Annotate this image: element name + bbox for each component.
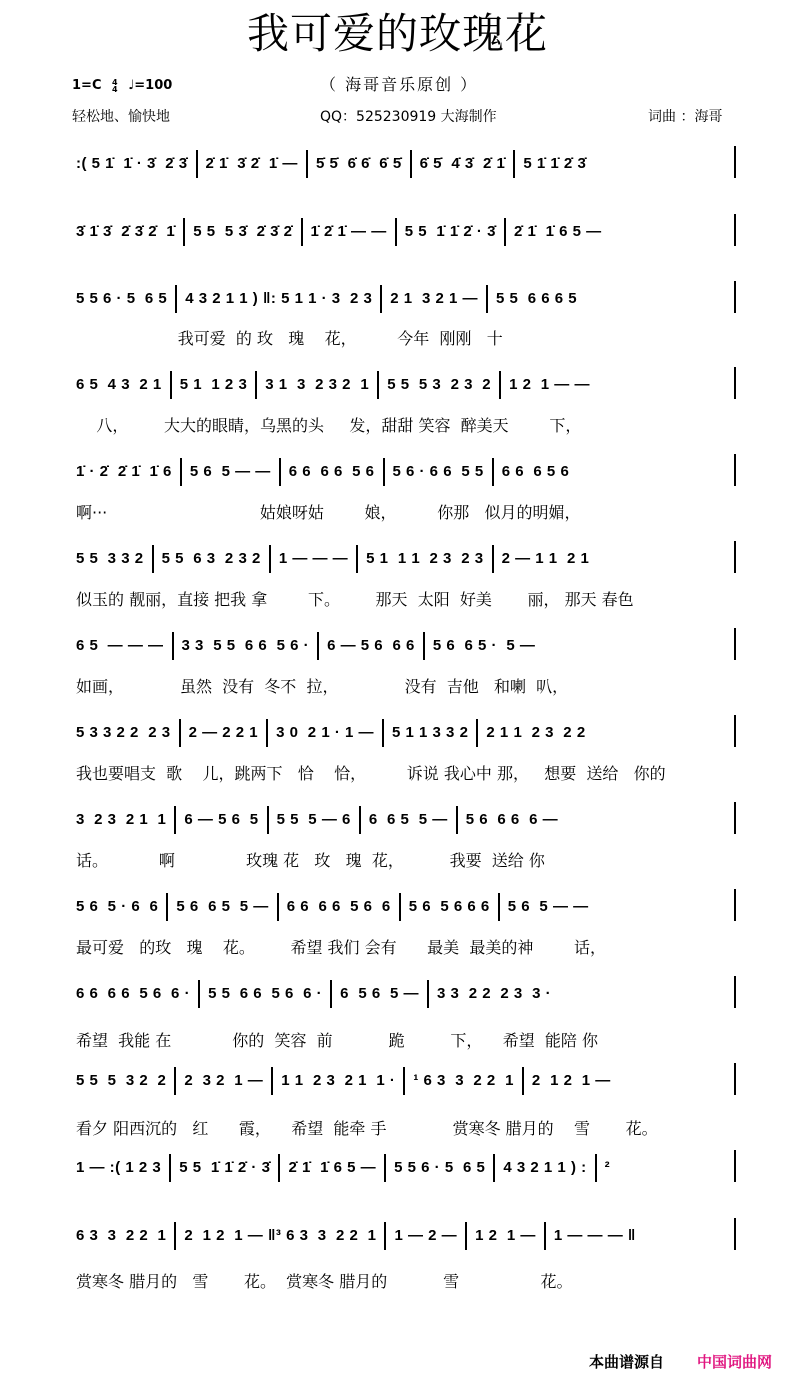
barline	[169, 1154, 171, 1182]
measure: 5 5 6 · 5 6 5	[76, 289, 168, 307]
barline	[544, 1222, 546, 1250]
measure: 5 5 6 3 2 3 2	[161, 549, 261, 567]
score-line	[76, 711, 736, 751]
notation-row	[76, 632, 736, 656]
measure: 5 5 5 — 6	[276, 810, 351, 828]
measure: 5 1 1 2 3	[179, 375, 248, 393]
measure: 6 6 6 6 5 6	[288, 462, 375, 480]
barline	[499, 371, 501, 399]
notation-row	[76, 980, 736, 1004]
measure: 1̇ · 2̇ 2̇ 1̇ 1̇ 6	[76, 462, 172, 480]
barline	[486, 285, 488, 313]
measure: ¹ 6 3 3 2 2 1	[413, 1071, 514, 1089]
measure: 5 6 5 — —	[189, 462, 271, 480]
barline	[180, 458, 182, 486]
measure: 5 6 5 6 6 6	[408, 897, 490, 915]
measure: 2 1 2 1 —	[531, 1071, 611, 1089]
barline	[183, 218, 185, 246]
score-line	[76, 537, 736, 577]
barline	[476, 719, 478, 747]
measure: 6 6 6 5 6	[501, 462, 570, 480]
notation-row	[76, 1067, 736, 1091]
barline	[174, 1067, 176, 1095]
measure: :( 5 1̇ 1̇ · 3̇ 2̇ 3̇	[76, 154, 188, 172]
score-line	[76, 363, 736, 403]
measure: 2 — 1 1 2 1	[501, 549, 590, 567]
measure: 4 3 2 1 1 ) :	[503, 1158, 587, 1176]
barline	[179, 719, 181, 747]
score-line	[76, 1214, 736, 1254]
measure: 6 — 5 6 5	[184, 810, 259, 828]
subtitle: （ 海哥音乐原创 ）	[320, 75, 479, 94]
barline	[734, 1063, 736, 1095]
measure: 6̇ 5̇ 4̇ 3̇ 2̇ 1̇	[419, 154, 506, 172]
lyric-line: 最可爱 的玫 瑰 花。 希望 我们 会有 最美 最美的神 话，	[76, 938, 607, 957]
measure: 1 2 1 — —	[509, 375, 590, 393]
barline	[423, 632, 425, 660]
notation-row	[76, 371, 736, 395]
barline	[279, 458, 281, 486]
key-tempo	[72, 77, 172, 95]
notation-row	[76, 458, 736, 482]
song-title: 我可爱的玫瑰花	[246, 9, 548, 58]
lyric-line: 似玉的 靓丽，直接 把我 拿 下。 那天 太阳 好美 丽， 那天 春色	[76, 590, 634, 609]
score-line	[76, 972, 736, 1012]
measure: 5 6 5 · 6 6	[76, 897, 159, 915]
measure: 5 6 · 6 6 5 5	[392, 462, 484, 480]
barline	[301, 218, 303, 246]
notation-row	[76, 719, 736, 743]
barline	[734, 281, 736, 313]
measure: 3 3 5 5 6 6 5 6 ·	[181, 636, 310, 654]
measure: 5 3 3 2 2 2 3	[76, 723, 171, 741]
measure: 6 5 6 5 —	[340, 984, 420, 1002]
measure: 3 1 3 2 3 2 1	[265, 375, 370, 393]
score-line	[76, 1146, 736, 1186]
score-line	[76, 277, 736, 317]
barline	[504, 218, 506, 246]
measure: 5 5 5 3 2 2	[76, 1071, 167, 1089]
barline	[356, 545, 358, 573]
barline	[734, 715, 736, 747]
notation-row	[76, 806, 736, 830]
measure: 6 3 3 2 2 1	[76, 1226, 167, 1244]
measure: 2 1 1 2 3 2 2	[486, 723, 586, 741]
measure: 5 5 6 6 5 6 6 ·	[208, 984, 323, 1002]
lyricist-composer: 词曲 ：海哥	[648, 109, 723, 125]
notation-row	[76, 545, 736, 569]
source-site-link[interactable]: 中国词曲网	[697, 1353, 773, 1371]
lyric-line: 话。 啊 玫瑰 花 玫 瑰 花， 我要 送给 你	[76, 851, 545, 870]
barline	[198, 980, 200, 1008]
measure: 6 5 4 3 2 1	[76, 375, 162, 393]
lyric-line: 八， 大大的眼睛，乌黑的头 发，甜甜 笑容 醉美天 下，	[76, 416, 582, 435]
lyric-line: 希望 我能 在 你的 笑容 前 跪 下， 希望 能陪 你	[76, 1031, 598, 1050]
barline	[493, 1154, 495, 1182]
measure: 6 — 5 6 6 6	[327, 636, 415, 654]
measure: 1 — :( 1 2 3	[76, 1158, 162, 1176]
barline	[734, 367, 736, 399]
key-signature: 1=C	[72, 78, 102, 93]
measure: 2̇ 1̇ 1̇ 6 5 —	[513, 222, 602, 240]
barline	[359, 806, 361, 834]
barline	[395, 218, 397, 246]
barline	[734, 454, 736, 486]
barline	[306, 150, 308, 178]
barline	[465, 1222, 467, 1250]
barline	[734, 146, 736, 178]
barline	[403, 1067, 405, 1095]
measure: 2 — 2 2 1	[188, 723, 259, 741]
lyric-line: 我也要唱支 歌 儿，跳两下 恰 恰， 诉说 我心中 那， 想要 送给 你的	[76, 764, 666, 783]
barline	[522, 1067, 524, 1095]
barline	[255, 371, 257, 399]
measure: ²	[604, 1158, 611, 1176]
measure: 1 — — — ‖	[553, 1226, 636, 1244]
barline	[170, 371, 172, 399]
barline	[382, 719, 384, 747]
notation-row	[76, 1222, 736, 1246]
notation-row	[76, 285, 736, 309]
score-line	[76, 798, 736, 838]
notation-row	[76, 893, 736, 917]
barline	[278, 1154, 280, 1182]
barline	[317, 632, 319, 660]
measure: 2 1 2 1 — ‖³ 6 3 3 2 2 1	[184, 1226, 377, 1244]
score-line	[76, 210, 736, 250]
measure: 5 6 6 5 · 5 —	[432, 636, 536, 654]
measure: 1 — — —	[278, 549, 349, 567]
barline	[380, 285, 382, 313]
barline	[384, 1222, 386, 1250]
barline	[492, 545, 494, 573]
barline	[330, 980, 332, 1008]
measure: 1̇ 2̇ 1̇ — —	[310, 222, 387, 240]
barline	[427, 980, 429, 1008]
producer-credit: QQ：525230919 大海制作	[320, 109, 497, 125]
barline	[734, 628, 736, 660]
measure: 2̇ 1̇ 1̇ 6 5 —	[288, 1158, 377, 1176]
barline	[267, 806, 269, 834]
measure: 5 1 1 3 3 2	[392, 723, 469, 741]
performance-style: 轻松地、愉快地	[72, 109, 170, 125]
measure: 6 6 5 5 —	[368, 810, 448, 828]
measure: 5 5 1̇ 1̇ 2̇ · 3̇	[179, 1158, 271, 1176]
measure: 4 3 2 1 1 ) ‖: 5 1 1 · 3 2 3	[185, 289, 373, 307]
measure: 2 3 2 1 —	[184, 1071, 264, 1089]
barline	[166, 893, 168, 921]
barline	[492, 458, 494, 486]
measure: 5 1̇ 1̇ 2̇ 3̇	[523, 154, 587, 172]
lyric-line: 啊··· 姑娘呀姑 娘， 你那 似月的明媚，	[76, 503, 581, 522]
lyric-line: 赏寒冬 腊月的 雪 花。 赏寒冬 腊月的 雪 花。	[76, 1272, 573, 1291]
barline	[734, 889, 736, 921]
barline	[175, 285, 177, 313]
barline	[174, 1222, 176, 1250]
measure: 5 5 3 3 2	[76, 549, 144, 567]
barline	[277, 893, 279, 921]
tempo-marking: ♩=100	[128, 78, 173, 93]
barline	[595, 1154, 597, 1182]
barline	[383, 458, 385, 486]
measure: 3 0 2 1 · 1 —	[276, 723, 375, 741]
barline	[498, 893, 500, 921]
barline	[152, 545, 154, 573]
measure: 2̇ 1̇ 3̇ 2̇ 1̇ —	[205, 154, 298, 172]
barline	[384, 1154, 386, 1182]
barline	[266, 719, 268, 747]
measure: 1 1 2 3 2 1 1 ·	[281, 1071, 396, 1089]
barline	[196, 150, 198, 178]
measure: 5 5 6 6 6 5	[496, 289, 578, 307]
measure: 5 5 5 3̇ 2̇ 3̇ 2̇	[193, 222, 293, 240]
barline	[734, 214, 736, 246]
lyric-line: 看夕 阳西沉的 红 霞， 希望 能牵 手 赏寒冬 腊月的 雪 花。	[76, 1119, 658, 1138]
measure: 6 6 6 6 5 6 6 ·	[76, 984, 191, 1002]
measure: 1 — 2 —	[394, 1226, 458, 1244]
barline	[456, 806, 458, 834]
measure: 5 6 6 6 6 —	[465, 810, 559, 828]
measure: 3̇ 1̇ 3̇ 2̇ 3̇ 2̇ 1̇	[76, 222, 176, 240]
barline	[734, 976, 736, 1008]
score-line	[76, 1059, 736, 1099]
measure: 5 5 6 · 5 6 5	[394, 1158, 486, 1176]
measure: 3 3 2 2 2 3 3 ·	[437, 984, 552, 1002]
barline	[174, 806, 176, 834]
measure: 6 6 6 6 5 6 6	[286, 897, 391, 915]
notation-row	[76, 150, 736, 174]
measure: 5 5 5 3 2 3 2	[387, 375, 492, 393]
barline	[399, 893, 401, 921]
lyric-line: 如画， 虽然 没有 冬不 拉， 没有 吉他 和喇 叭，	[76, 677, 569, 696]
notation-row	[76, 218, 736, 242]
score-line	[76, 885, 736, 925]
score-line	[76, 624, 736, 664]
barline	[271, 1067, 273, 1095]
notation-row	[76, 1154, 736, 1178]
barline	[377, 371, 379, 399]
barline	[410, 150, 412, 178]
measure: 1 2 1 —	[475, 1226, 536, 1244]
barline	[734, 1150, 736, 1182]
source-label: 本曲谱源自	[589, 1353, 665, 1371]
measure: 5 5 1̇ 1̇ 2̇ · 3̇	[404, 222, 496, 240]
measure: 2 1 3 2 1 —	[390, 289, 479, 307]
score-line	[76, 450, 736, 490]
barline	[734, 541, 736, 573]
score-line	[76, 142, 736, 182]
barline	[269, 545, 271, 573]
measure: 5 6 5 — —	[507, 897, 589, 915]
barline	[513, 150, 515, 178]
lyric-line: 我可爱 的 玫 瑰 花， 今年 刚刚 十	[76, 329, 503, 348]
measure: 3 2 3 2 1 1	[76, 810, 167, 828]
barline	[734, 802, 736, 834]
time-signature: 4 4	[112, 77, 118, 94]
barline	[172, 632, 174, 660]
barline	[734, 1218, 736, 1250]
measure: 5̇ 5̇ 6̇ 6̇ 6̇ 5̇	[315, 154, 402, 172]
measure: 5 6 6 5 5 —	[176, 897, 269, 915]
measure: 6 5 — — —	[76, 636, 164, 654]
measure: 5 1 1 1 2 3 2 3	[366, 549, 484, 567]
